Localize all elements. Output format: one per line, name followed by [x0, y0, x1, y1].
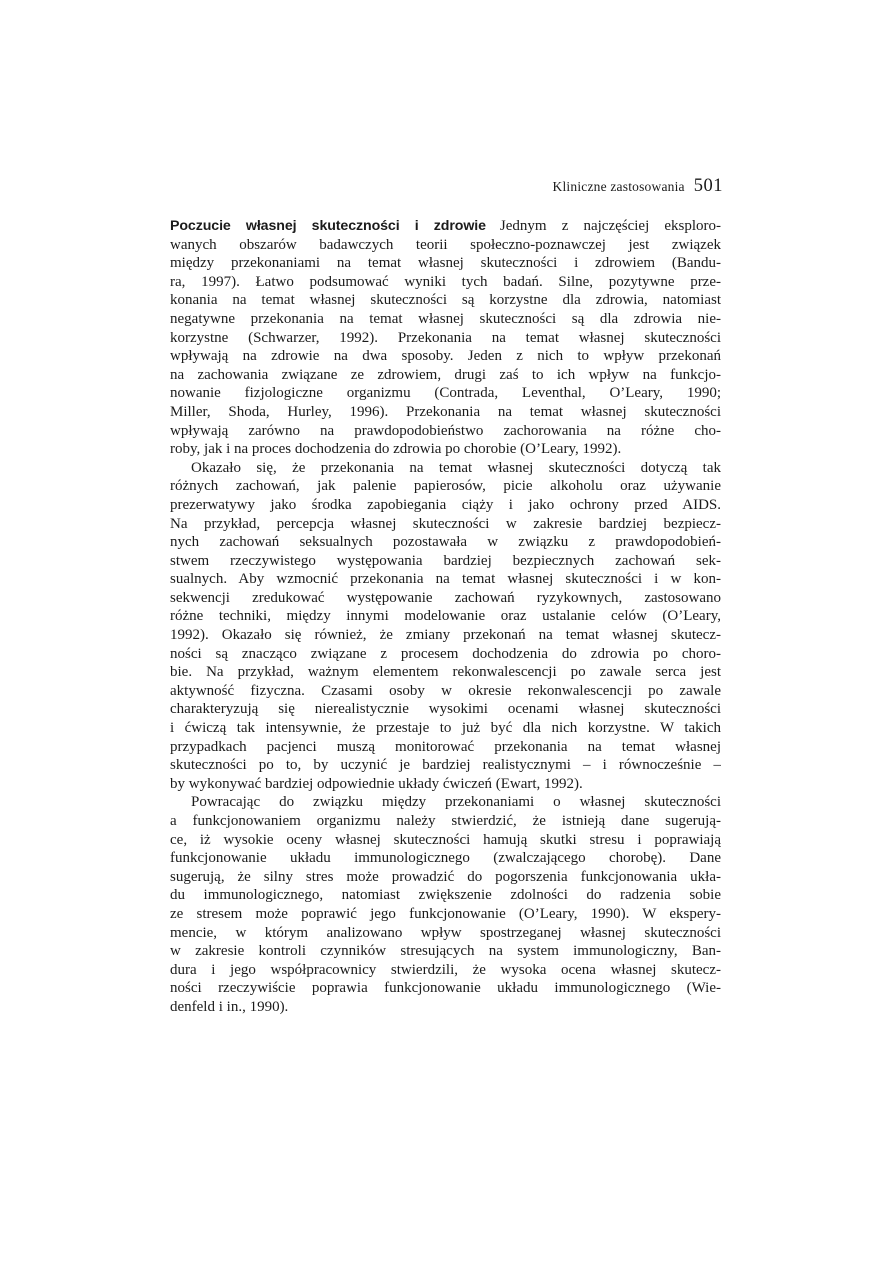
text-line: Na przykład, percepcja własnej skuteczności w zakresie bardziej bezpiecz- [170, 515, 721, 532]
text-line: aktywność fizyczna. Czasami osoby w okresie rekonwalescencji po zawale [170, 682, 721, 699]
text-line: ności są znacząco związane z procesem dochodzenia do zdrowia po choro- [170, 645, 721, 662]
paragraph [170, 793, 721, 1016]
paragraph [170, 217, 721, 459]
text-line: ności rzeczywiście poprawia funkcjonowanie układu immunologicznego (Wie- [170, 980, 721, 997]
page-header [553, 176, 723, 197]
text-line: ze stresem może poprawić jego funkcjonowanie (O’Leary, 1990). W ekspery- [170, 905, 721, 922]
text-line: skuteczności po to, by uczynić je bardziej realistycznymi – i równocześnie – [170, 757, 721, 774]
text-line: stwem rzeczywistego występowania bardziej bezpiecznych zachowań sek- [170, 552, 721, 569]
text-line: konania na temat własnej skuteczności są korzystne dla zdrowia, natomiast [170, 292, 721, 309]
text-line: roby, jak i na proces dochodzenia do zdrowia po chorobie (O’Leary, 1992). [170, 441, 622, 458]
text-line: Okazało się, że przekonania na temat własnej skuteczności dotyczą tak [191, 459, 721, 476]
text-line: mencie, w którym analizowano wpływ spostrzeganej własnej skuteczności [170, 924, 721, 941]
text-line: między przekonaniami na temat własnej skuteczności i zdrowiem (Bandu- [170, 255, 721, 272]
text-line: wpływają zarówno na prawdopodobieństwo zachorowania na różne cho- [170, 422, 721, 439]
text-line: na zachowania związane ze zdrowiem, drugi zaś to ich wpływ na funkcjo- [170, 366, 721, 383]
text-line: korzystne (Schwarzer, 1992). Przekonania na temat własnej skuteczności [170, 329, 721, 346]
page-number: 501 [693, 176, 723, 196]
text-line: by wykonywać bardziej odpowiednie układy ćwiczeń (Ewart, 1992). [170, 775, 583, 792]
text-line: Poczucie własnej skuteczności i zdrowie Jednym z najczęściej eksploro- [170, 218, 721, 234]
text-line: wpływają na zdrowie na dwa sposoby. Jeden z nich to wpływ przekonań [170, 348, 721, 365]
text-line: nych zachowań seksualnych pozostawała w związku z prawdopodobień- [170, 534, 721, 551]
text-line: negatywne przekonania na temat własnej skuteczności są dla zdrowia nie- [170, 310, 721, 327]
text-block [170, 217, 721, 1017]
text-line: dura i jego współpracownicy stwierdzili, że wysoka ocena własnej skutecz- [170, 961, 721, 978]
text-line: charakteryzują się nierealistycznie wysokimi ocenami własnej skuteczności [170, 701, 721, 718]
text-line: 1992). Okazało się również, że zmiany przekonań na temat własnej skutecz- [170, 627, 721, 644]
text-line: przypadkach pacjenci muszą monitorować przekonania na temat własnej [170, 738, 721, 755]
text-line: różnych zachowań, jak palenie papierosów, picie alkoholu oraz używanie [170, 478, 721, 495]
text-line: różne techniki, między innymi modelowanie oraz ustalanie celów (O’Leary, [170, 608, 721, 625]
section-heading: Poczucie własnej skuteczności i zdrowie [170, 218, 486, 234]
text-line: funkcjonowanie układu immunologicznego (zwalczającego chorobę). Dane [170, 850, 721, 867]
text-line: nowanie fizjologiczne organizmu (Contrada, Leventhal, O’Leary, 1990; [170, 385, 721, 402]
text-line: w zakresie kontroli czynników stresujących na system immunologiczny, Ban- [170, 943, 721, 960]
running-title: Kliniczne zastosowania [552, 179, 685, 194]
text-line: ce, iż wysokie oceny własnej skuteczności hamują skutki stresu i poprawiają [170, 831, 721, 848]
text-line: bie. Na przykład, ważnym elementem rekonwalescencji po zawale serca jest [170, 664, 721, 681]
text-line: denfeld i in., 1990). [170, 998, 289, 1015]
text-line: sualnych. Aby wzmocnić przekonania na temat własnej skuteczności i w kon- [170, 571, 721, 588]
text-line: a funkcjonowaniem organizmu należy stwierdzić, że istnieją dane sugerują- [170, 813, 721, 829]
text-line: wanych obszarów badawczych teorii społeczno-poznawczej jest związek [170, 236, 721, 253]
text-line: i ćwiczą tak intensywnie, że przestaje to już być dla nich korzystne. W takich [170, 720, 721, 737]
text-line: ra, 1997). Łatwo podsumować wyniki tych badań. Silne, pozytywne prze- [170, 273, 721, 290]
paragraph [170, 459, 721, 794]
text-line: prezerwatywy jako środka zapobiegania ciąży i jako ochrony przed AIDS. [170, 496, 721, 513]
text-line: du immunologicznego, natomiast zwiększenie zdolności do radzenia sobie [170, 887, 721, 904]
text-line: Miller, Shoda, Hurley, 1996). Przekonania na temat własnej skuteczności [170, 403, 721, 420]
text-line: Powracając do związku między przekonaniami o własnej skuteczności [191, 794, 721, 811]
text-line: sugerują, że silny stres może prowadzić do pogorszenia funkcjonowania ukła- [170, 868, 721, 885]
text-line: sekwencji zredukować występowanie zachowań ryzykownych, zastosowano [170, 589, 721, 606]
